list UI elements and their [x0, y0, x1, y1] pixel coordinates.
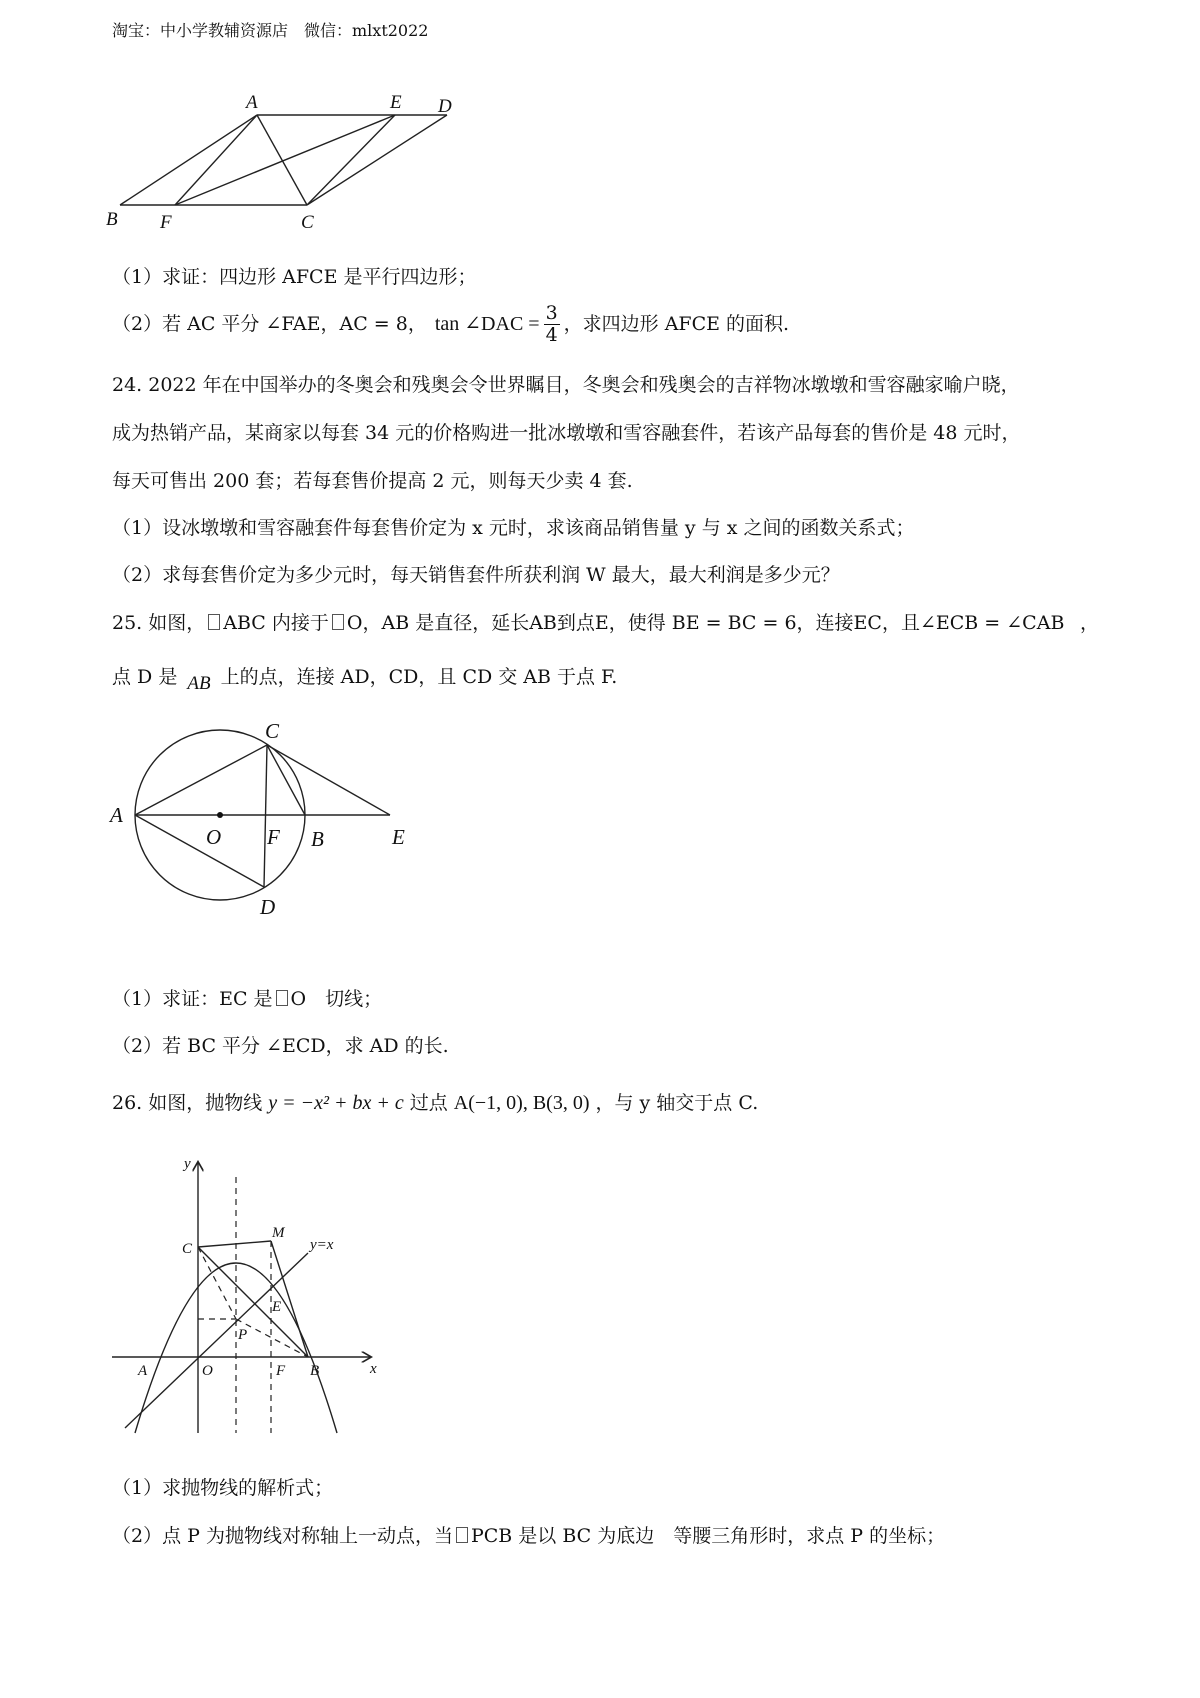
label-m: M: [272, 1225, 285, 1241]
q25-line1-c: O，AB 是直径，延长AB到点E，使得 BE = BC = 6，连接EC，且∠: [346, 612, 936, 634]
label-o: O: [206, 825, 222, 849]
q24-part1: （1）设冰墩墩和雪容融套件每套售价定为 x 元时，求该商品销售量 y 与 x 之间的函数关系式；: [112, 517, 915, 539]
q26-line1: [112, 1093, 758, 1113]
q26-part2-a: （2）点 P 为抛物线对称轴上一动点，当: [112, 1525, 453, 1547]
segment-ab: [120, 115, 257, 205]
label-a: A: [138, 1363, 148, 1379]
segment-cd: [307, 115, 447, 205]
line-y-equals-x: [125, 1253, 308, 1428]
q24-part2: （2）求每套售价定为多少元时，每天销售套件所获利润 W 最大，最大利润是多少元？: [112, 564, 840, 586]
figure-parabola: [100, 1143, 390, 1443]
label-e: E: [272, 1299, 282, 1315]
triangle-symbol: [208, 614, 220, 630]
segment-ce: [307, 115, 395, 205]
q25-line1-a: 25. 如图，: [112, 612, 206, 634]
q25-line2: [112, 666, 618, 694]
segment-cb: [198, 1247, 308, 1357]
fraction-numerator: 3: [545, 302, 558, 324]
q23-part2-a: （2）若 AC 平分 ∠FAE，AC = 8，: [112, 312, 427, 335]
segment-cd: [264, 745, 267, 887]
q24-line1: 24. 2022 年在中国举办的冬奥会和残奥会令世界瞩目，冬奥会和残奥会的吉祥物冰墩墩和雪容融家喻户晓，: [112, 374, 1020, 396]
parabola-equation: y = −x² + bx + c: [268, 1092, 404, 1114]
q25-part2: （2）若 BC 平分 ∠ECD，求 AD 的长.: [112, 1035, 449, 1057]
q26-line1-a: 26. 如图，抛物线: [112, 1092, 263, 1114]
label-y-equals-x: y=x: [310, 1237, 334, 1253]
q26-line1-b: 过点: [409, 1092, 448, 1114]
label-c: C: [301, 212, 314, 233]
label-o: O: [202, 1363, 213, 1379]
q26-part2-b: PCB 是以 BC 为底边 等腰三角形时，求点 P 的坐标；: [470, 1525, 946, 1547]
circle-symbol: [332, 614, 344, 630]
q25-part1: [112, 990, 382, 1009]
label-b: B: [310, 1363, 320, 1379]
fraction-denominator: 4: [545, 323, 558, 346]
given-points: A(−1, 0), B(3, 0): [453, 1092, 590, 1114]
label-p: P: [238, 1327, 248, 1343]
label-c: C: [182, 1241, 193, 1257]
segment-ad: [135, 815, 264, 887]
q23-part2: [112, 303, 789, 346]
label-d: D: [438, 96, 452, 117]
figure-parallelogram: [100, 95, 460, 250]
label-f: F: [160, 212, 172, 233]
q26-part1: （1）求抛物线的解析式；: [112, 1477, 334, 1499]
q23-tan-expr: tan ∠DAC =: [434, 313, 540, 336]
q25-line1-b: ABC 内接于: [223, 612, 329, 634]
label-f: F: [276, 1363, 286, 1379]
page-header: 淘宝：中小学教辅资源店 微信：mlxt2022: [112, 21, 429, 40]
label-a: A: [246, 95, 258, 113]
segment-ac: [257, 115, 307, 205]
segment-fe: [175, 115, 395, 205]
arc-ab: AB: [187, 673, 211, 694]
q23-part2-b: ，求四边形 AFCE 的面积.: [563, 312, 790, 335]
q25-part1-b: O 切线；: [290, 988, 383, 1010]
q23-part1: （1）求证：四边形 AFCE 是平行四边形；: [112, 266, 477, 288]
q25-line1-d: ECB = ∠CAB: [935, 612, 1065, 634]
q26-part2: [112, 1527, 945, 1546]
q25-line2-b: 上的点，连接 AD，CD，且 CD 交 AB 于点 F.: [220, 666, 618, 688]
segment-ac: [135, 745, 267, 815]
label-e: E: [390, 95, 402, 113]
q25-line1: [112, 614, 1064, 633]
fraction-3-4: [544, 303, 560, 346]
q25-part1-a: （1）求证：EC 是: [112, 988, 273, 1010]
segment-cp: [198, 1247, 236, 1319]
triangle-symbol: [456, 1527, 468, 1543]
q26-line1-c: ，与 y 轴交于点 C.: [595, 1092, 759, 1114]
figure-circle: [100, 710, 430, 935]
q24-line3: 每天可售出 200 套；若每套售价提高 2 元，则每天少卖 4 套.: [112, 470, 633, 492]
q25-line2-a: 点 D 是: [112, 666, 178, 688]
label-x-axis: x: [370, 1361, 377, 1377]
label-c: C: [265, 719, 280, 743]
label-f: F: [267, 825, 280, 849]
label-y-axis: y: [184, 1156, 191, 1172]
label-a: A: [110, 803, 123, 827]
q25-line1-end: ，: [1080, 612, 1100, 634]
circle-symbol: [276, 990, 288, 1006]
label-d: D: [260, 895, 276, 919]
center-point-o: [217, 812, 223, 818]
label-b: B: [311, 827, 324, 851]
label-b: B: [106, 209, 118, 230]
label-e: E: [392, 825, 405, 849]
q24-line2: 成为热销产品，某商家以每套 34 元的价格购进一批冰墩墩和雪容融套件，若该产品每套的售价是 48 元时，: [112, 422, 1021, 444]
segment-cm: [198, 1241, 271, 1247]
